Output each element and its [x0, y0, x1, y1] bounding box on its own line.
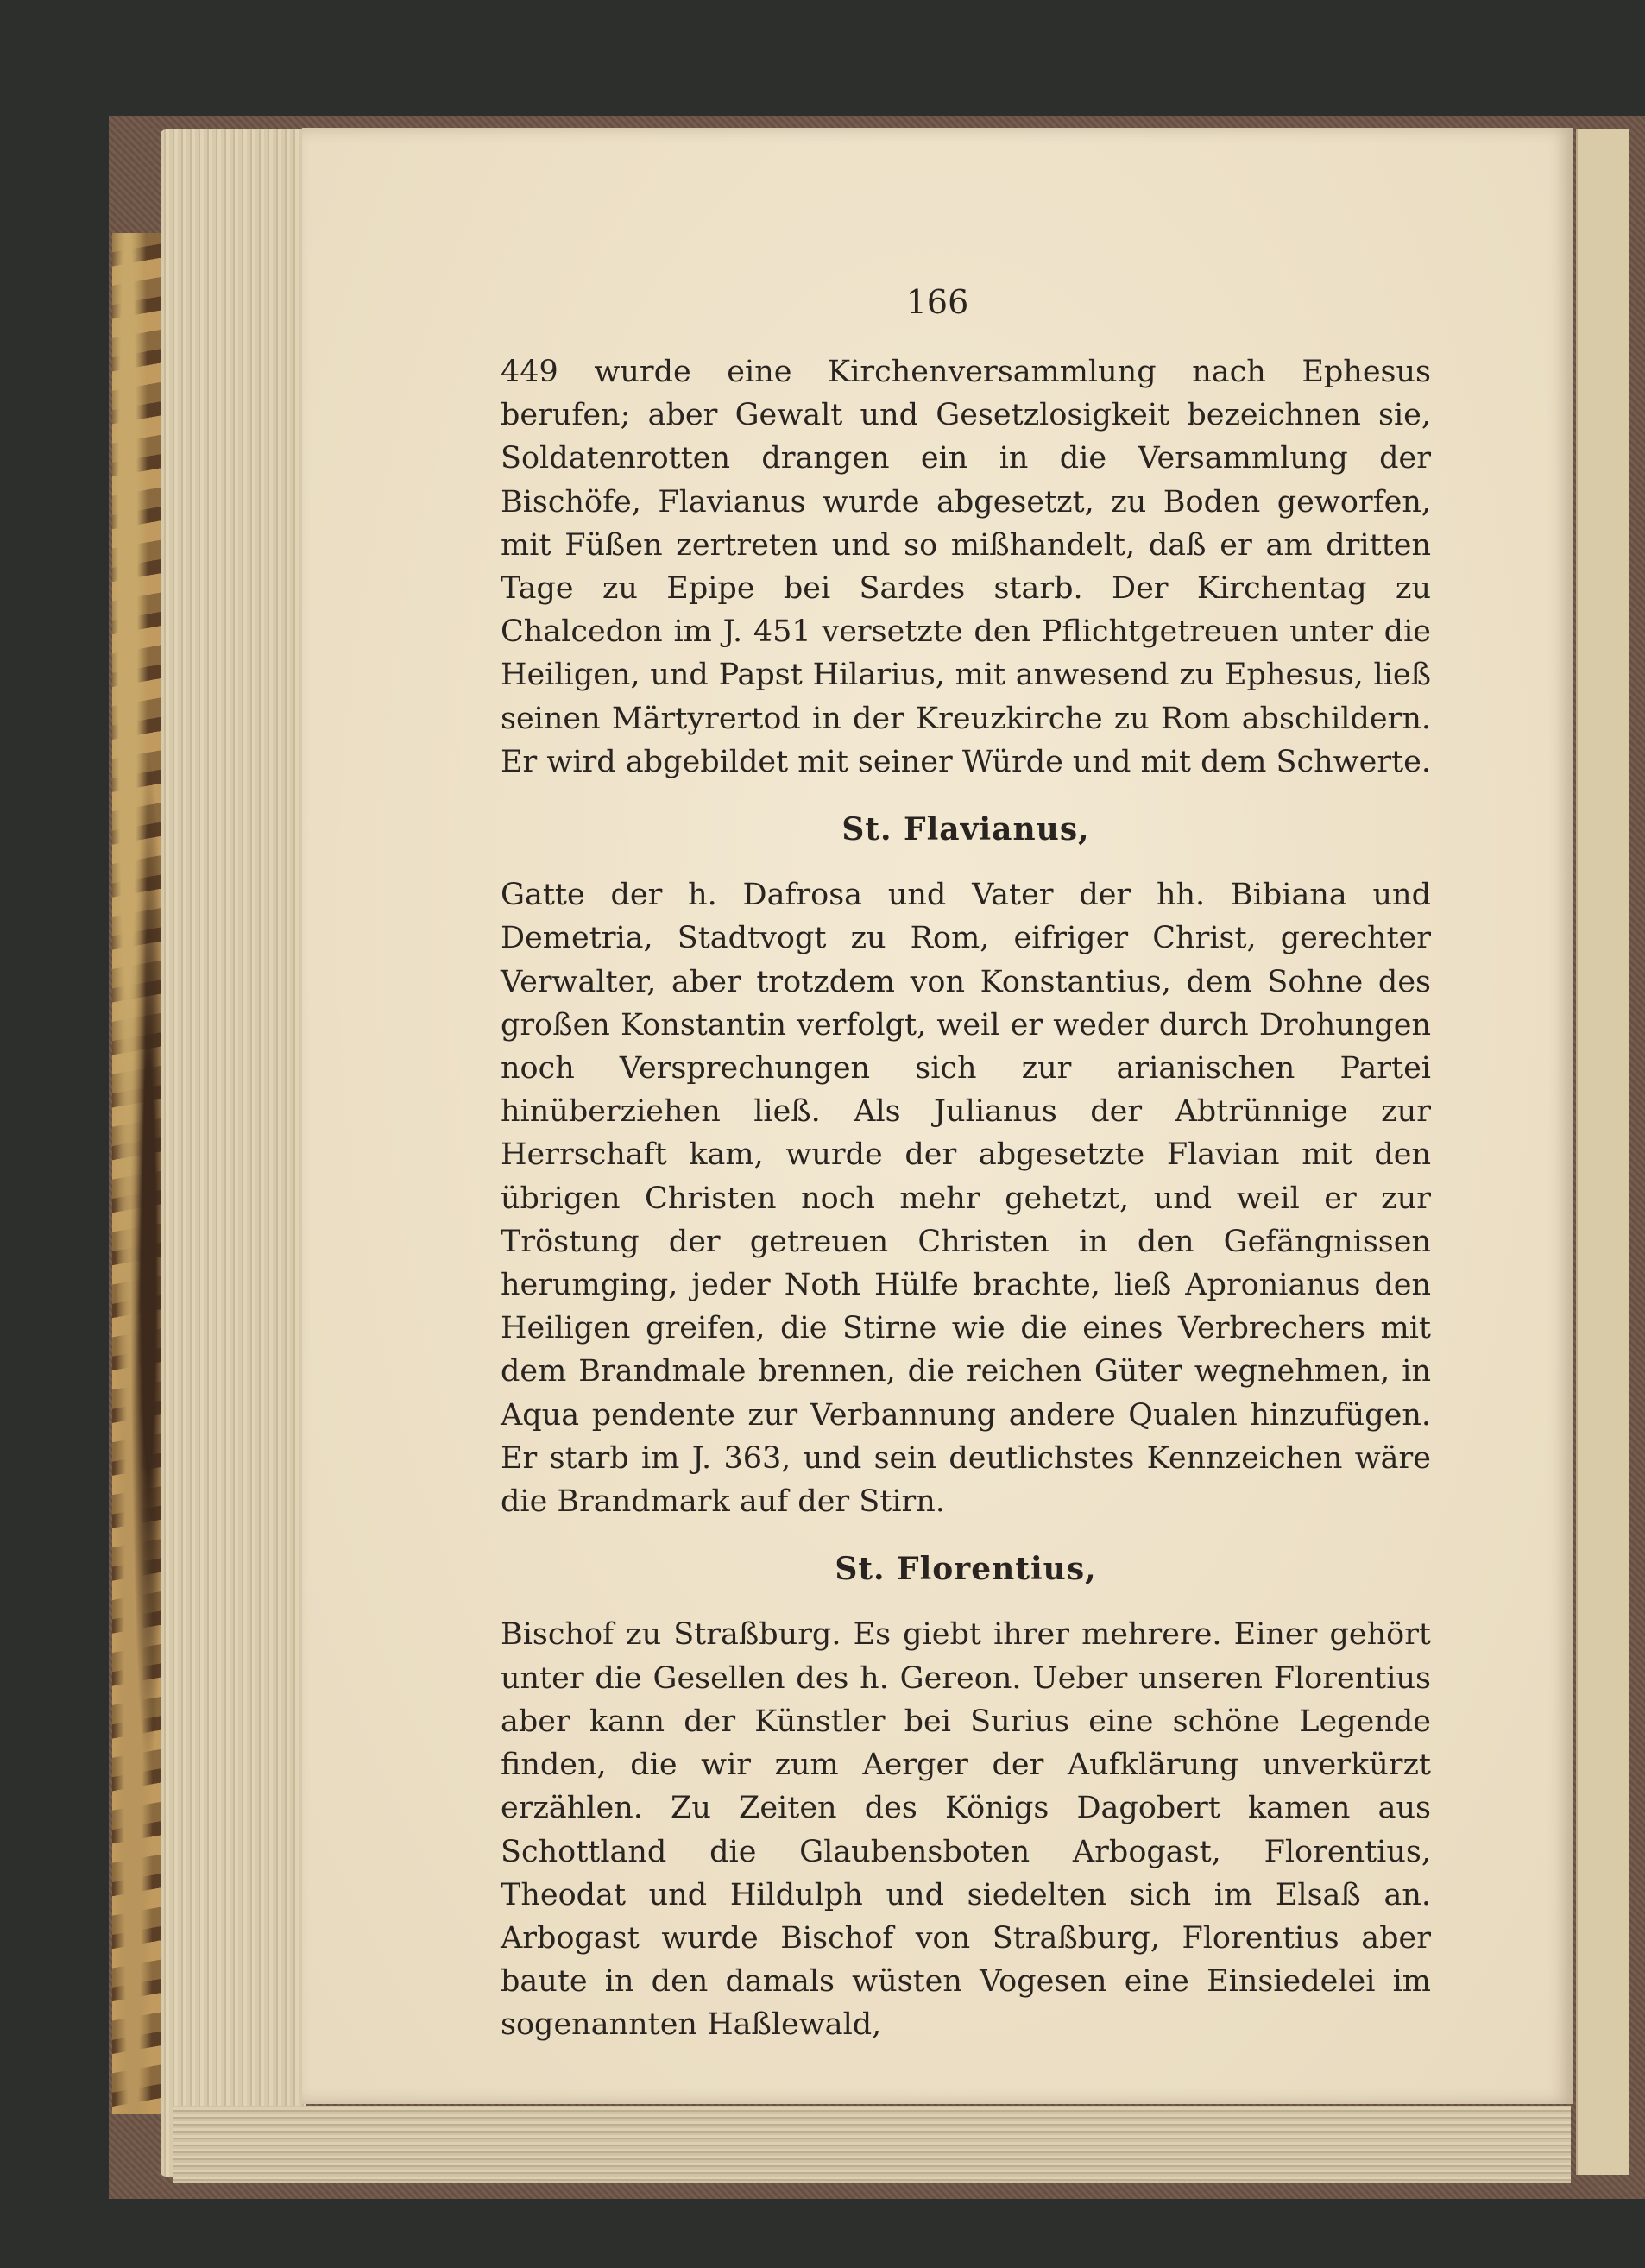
- page-edges-left: [161, 129, 306, 2177]
- page-number: 166: [905, 283, 969, 321]
- section-text-florentius: Bischof zu Straßburg. Es giebt ihrer mehrere. Einer gehört unter die Gesellen des h. Gereon. Ueber unseren Florentius aber kann der Künstler bei Surius eine schöne Legende finden, die wir zum Aerger der Aufklärung unverkürzt erzählen. Zu Zeiten des Königs Dagobert kamen aus Schottland die Glaubensboten Arbogast, Florentius, Theodat und Hildulph und siedelten sich im Elsaß an. Arbogast wurde Bischof von Straßburg, Florentius aber baute in den damals wüsten Vogesen eine Einsiedelei im sogenannten Haßlewald,: [501, 1617, 1431, 2043]
- facing-page-edge: [1576, 129, 1629, 2175]
- section-text-flavianus: Gatte der h. Dafrosa und Vater der hh. Bibiana und Demetria, Stadtvogt zu Rom, eifriger Christ, gerechter Verwalter, aber trotzdem von Konstantius, dem Sohne des großen Konstantin verfolgt, weil er weder durch Drohungen noch Versprechungen sich zur arianischen Partei hinüberziehen ließ. Als Julianus der Abtrünnige zur Herrschaft kam, wurde der abgesetzte Flavian mit den übrigen Christen noch mehr gehetzt, und weil er zur Tröstung der getreuen Christen in den Gefängnissen herumging, jeder Noth Hülfe brachte, ließ Apronianus den Heiligen greifen, die Stirne wie die eines Verbrechers mit dem Brandmale brennen, die reichen Güter wegnehmen, in Aqua pendente zur Verbannung andere Qualen hinzufügen. Er starb im J. 363, und sein deutlichstes Kennzeichen wäre die Brandmark auf der Stirn.: [501, 878, 1431, 1520]
- opening-paragraph: 449 wurde eine Kirchenversammlung nach Ephesus berufen; aber Gewalt und Gesetzlosigkeit bezeichnen sie, Soldatenrotten drangen ein in die Versammlung der Bischöfe, Flavianus wurde abgesetzt, zu Boden geworfen, mit Füßen zertreten und so mißhandelt, daß er am dritten Tage zu Epipe bei Sardes starb. Der Kirchentag zu Chalcedon im J. 451 versetzte den Pflichtgetreuen unter die Heiligen, und Papst Hilarius, mit anwesend zu Ephesus, ließ seinen Märtyrertod in der Kreuzkirche zu Rom abschildern. Er wird abgebildet mit seiner Würde und mit dem Schwerte.: [501, 355, 1431, 779]
- book-page: [302, 128, 1573, 2104]
- marbled-edge: [112, 233, 164, 2114]
- page-edges-bottom: [173, 2106, 1571, 2183]
- section-heading-florentius: St. Florentius,: [835, 1551, 1097, 1588]
- section-heading-flavianus: St. Flavianus,: [841, 811, 1090, 848]
- page-text: [501, 350, 1431, 2047]
